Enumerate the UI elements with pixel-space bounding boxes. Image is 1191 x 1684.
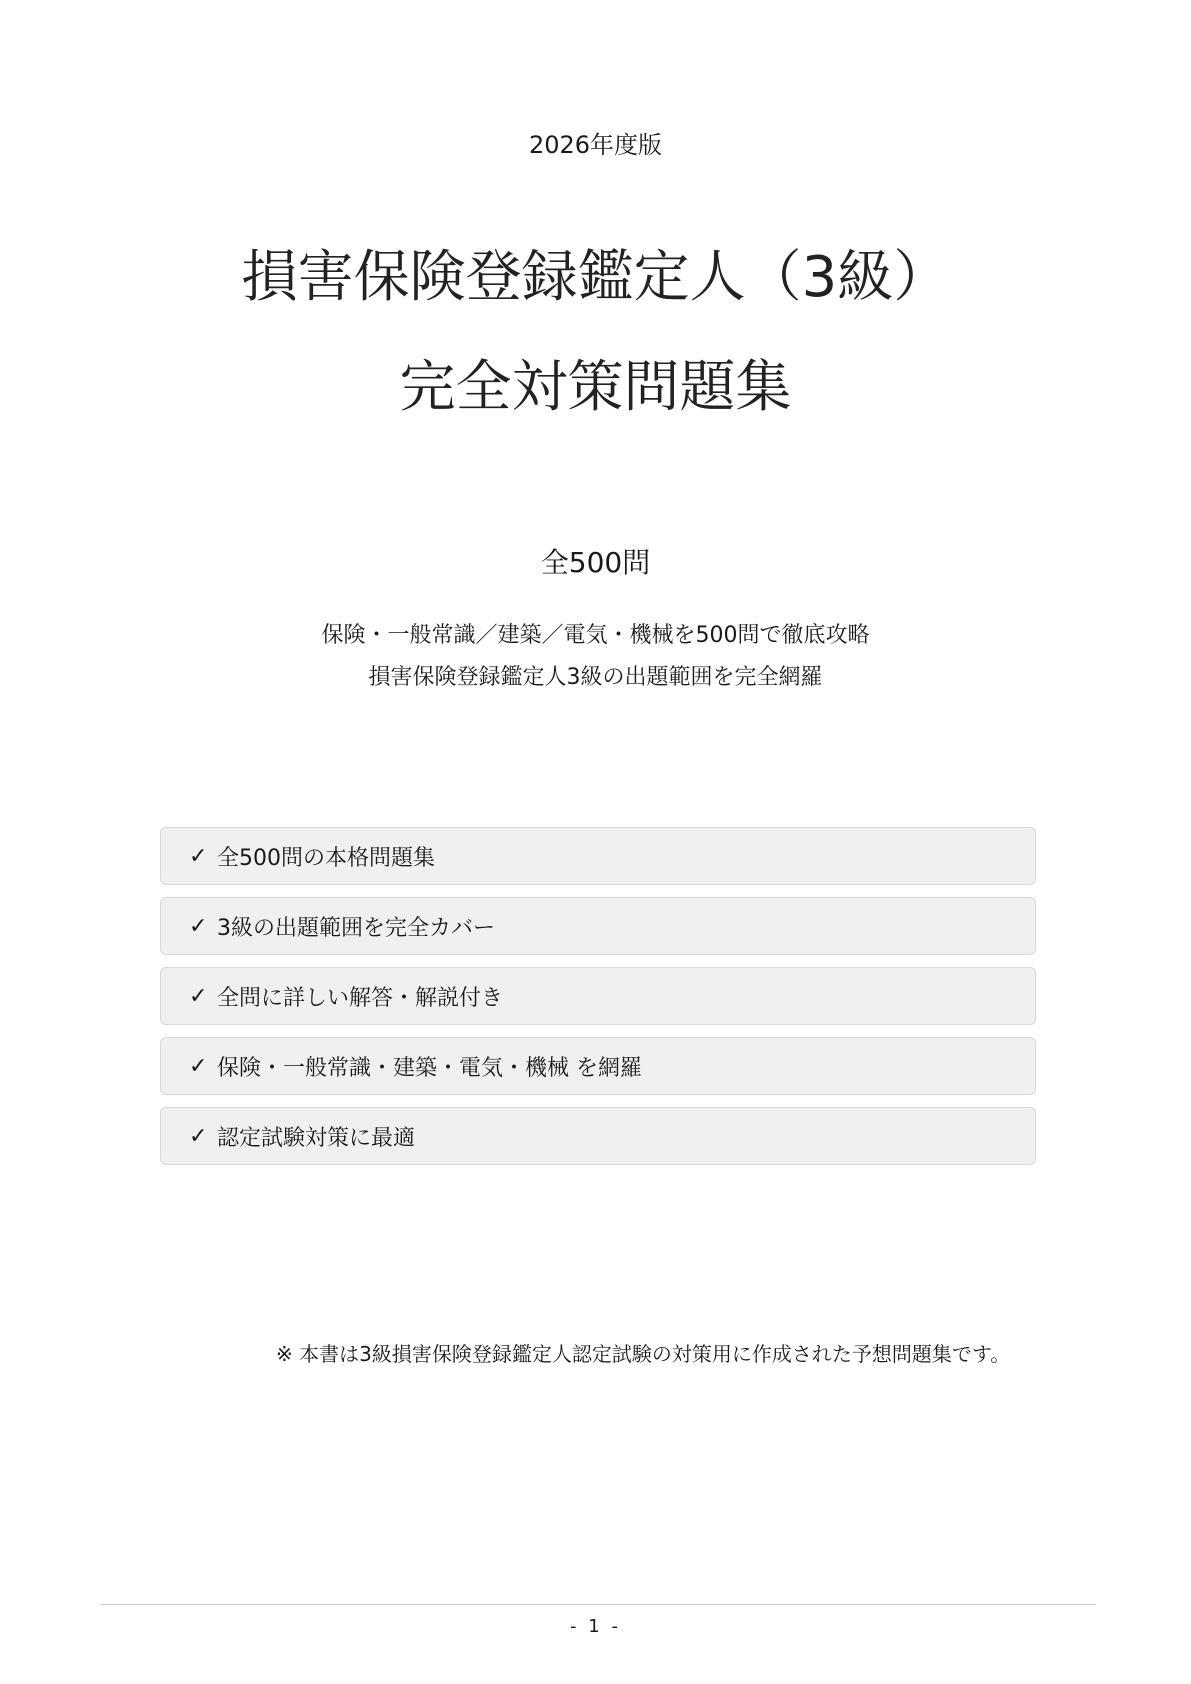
- title-line-2: 完全対策問題集: [399, 355, 792, 420]
- feature-item: [160, 967, 1036, 1025]
- check-icon: ✓: [189, 1123, 208, 1149]
- feature-text: 認定試験対策に最適: [217, 1125, 416, 1151]
- feature-text: 全問に詳しい解答・解説付き: [217, 985, 504, 1011]
- disclaimer-note: ※ 本書は3級損害保険登録鑑定人認定試験の対策用に作成された予想問題集です。: [276, 1342, 1011, 1366]
- check-icon: ✓: [189, 1053, 208, 1079]
- feature-item: [160, 827, 1036, 885]
- feature-item: [160, 1037, 1036, 1095]
- subtitle-line-2: 損害保険登録鑑定人3級の出題範囲を完全網羅: [368, 665, 823, 690]
- title-line-1: 損害保険登録鑑定人（3級）: [241, 245, 950, 310]
- check-icon: ✓: [189, 983, 208, 1009]
- feature-item: [160, 897, 1036, 955]
- check-icon: ✓: [189, 913, 208, 939]
- feature-text: 保険・一般常識・建築・電気・機械 を網羅: [217, 1055, 642, 1081]
- subtitle-line-1: 保険・一般常識／建築／電気・機械を500問で徹底攻略: [321, 623, 870, 648]
- page-number: - 1 -: [570, 1616, 621, 1637]
- question-count: 全500問: [540, 546, 651, 579]
- edition-label: 2026年度版: [528, 131, 663, 159]
- feature-item: [160, 1107, 1036, 1165]
- feature-text: 全500問の本格問題集: [217, 845, 435, 871]
- check-icon: ✓: [189, 843, 208, 869]
- feature-list: [160, 827, 1036, 1177]
- footer-divider: [100, 1604, 1096, 1605]
- feature-text: 3級の出題範囲を完全カバー: [217, 915, 495, 941]
